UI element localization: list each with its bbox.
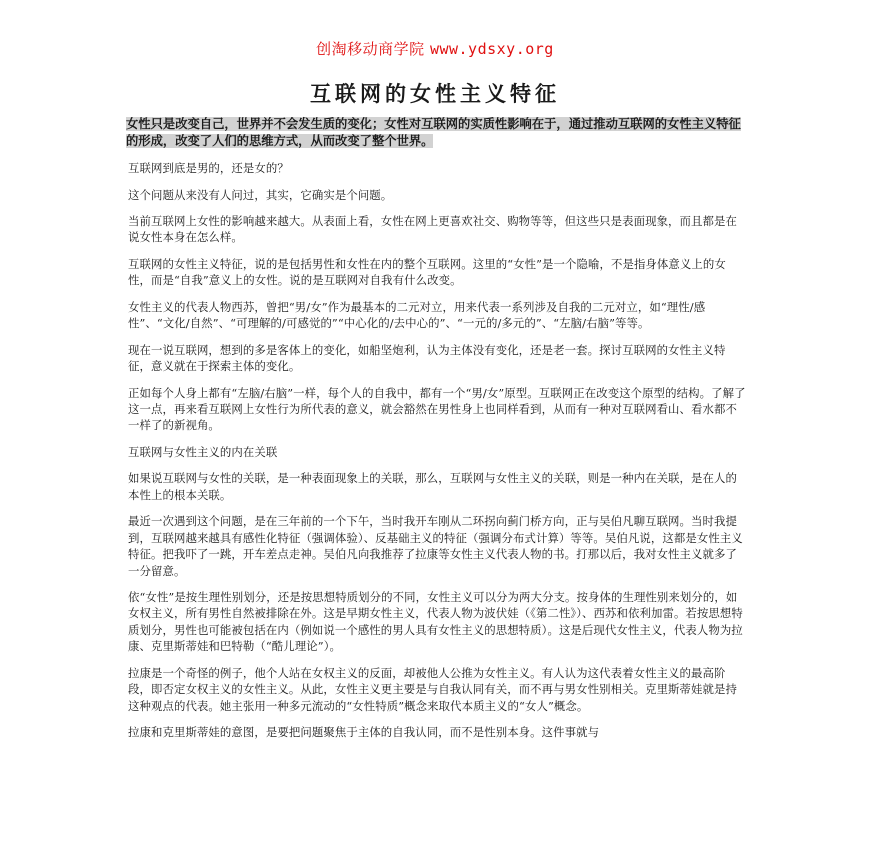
article-body (128, 160, 746, 751)
section-heading: 互联网与女性主义的内在关联 (128, 444, 278, 459)
paragraph: 如果说互联网与女性的关联，是一种表面现象上的关联，那么，互联网与女性主义的关联，则是一种内在关联，是在人的本性上的根本关联。 (128, 471, 738, 502)
abstract-text: 女性只是改变自己，世界并不会发生质的变化；女性对互联网的实质性影响在于，通过推动互联网的女性主义特征的形成，改变了人们的思维方式，从而改变了整个世界。 (126, 117, 741, 148)
page-title: 互联网的女性主义特征 (310, 81, 560, 106)
paragraph: 最近一次遇到这个问题，是在三年前的一个下午，当时我开车刚从二环拐向蓟门桥方向，正与吴伯凡聊互联网。当时我提到，互联网越来越具有感性化特征（强调体验）、反基础主义的特征（强调分布式计算）等等。吴伯凡说，这都是女性主义特征。把我吓了一跳，开车差点走神。吴伯凡向我推荐了拉康等女性主义代表人物的书。打那以后，我对女性主义就多了一分留意。 (128, 514, 743, 578)
paragraph: 互联网到底是男的，还是女的？ (128, 161, 289, 175)
site-url[interactable]: www.ydsxy.org (429, 40, 554, 58)
paragraph: 女性主义的代表人物西苏，曾把“男/女”作为最基本的二元对立，用来代表一系列涉及自我的二元对立，如“理性/感性”、“文化/自然”、“可理解的/可感觉的”“中心化的/去中心的”、“一元的/多元的”、“左脑/右脑”等等。 (128, 299, 706, 331)
paragraph: 正如每个人身上都有“左脑/右脑”一样，每个人的自我中，都有一个“男/女”原型。互联网正在改变这个原型的结构。了解了这一点，再来看互联网上女性行为所代表的意义，就会豁然在男性身上也同样看到，从而有一种对互联网看山、看水都不一样了的新视角。 (128, 385, 746, 433)
paragraph: 互联网的女性主义特征，说的是包括男性和女性在内的整个互联网。这里的“女性”是一个隐喻，不是指身体意义上的女性，而是“自我”意义上的女性。说的是互联网对自我有什么改变。 (128, 256, 726, 288)
paragraph: 拉康是一个奇怪的例子，他个人站在女权主义的反面，却被他人公推为女性主义。有人认为这代表着女性主义的最高阶段，即否定女权主义的女性主义。从此，女性主义更主要是与自我认同有关，而不再与男女性别相关。克里斯蒂娃就是持这种观点的代表。她主张用一种多元流动的“女性特质”概念来取代本质主义的“女人”概念。 (128, 665, 738, 713)
site-header (0, 38, 870, 59)
paragraph: 拉康和克里斯蒂娃的意图，是要把问题聚焦于主体的自我认同，而不是性别本身。这件事就与 (128, 725, 600, 740)
paragraph: 这个问题从来没有人问过，其实，它确实是个问题。 (128, 187, 393, 202)
abstract (126, 116, 746, 150)
paragraph: 依“女性”是按生理性别划分，还是按思想特质划分的不同，女性主义可以分为两大分支。按身体的生理性别来划分的，如女权主义，所有男性自然被排除在外。这是早期女性主义，代表人物为波伏娃（《第二性》）、西苏和依利加雷。若按思想特质划分，男性也可能被包括在内（例如说一个感性的男人具有女性主义的思想特质）。这是后现代女性主义，代表人物为拉康、克里斯蒂娃和巴特勒（“酷儿理论”）。 (128, 590, 743, 654)
site-name: 创淘移动商学院 (316, 40, 425, 58)
paragraph: 现在一说互联网，想到的多是客体上的变化，如船坚炮利，认为主体没有变化，还是老一套。探讨互联网的女性主义特征，意义就在于探索主体的变化。 (128, 342, 726, 374)
paragraph: 当前互联网上女性的影响越来越大。从表面上看，女性在网上更喜欢社交、购物等等，但这些只是表面现象，而且都是在说女性本身在怎么样。 (128, 214, 738, 245)
